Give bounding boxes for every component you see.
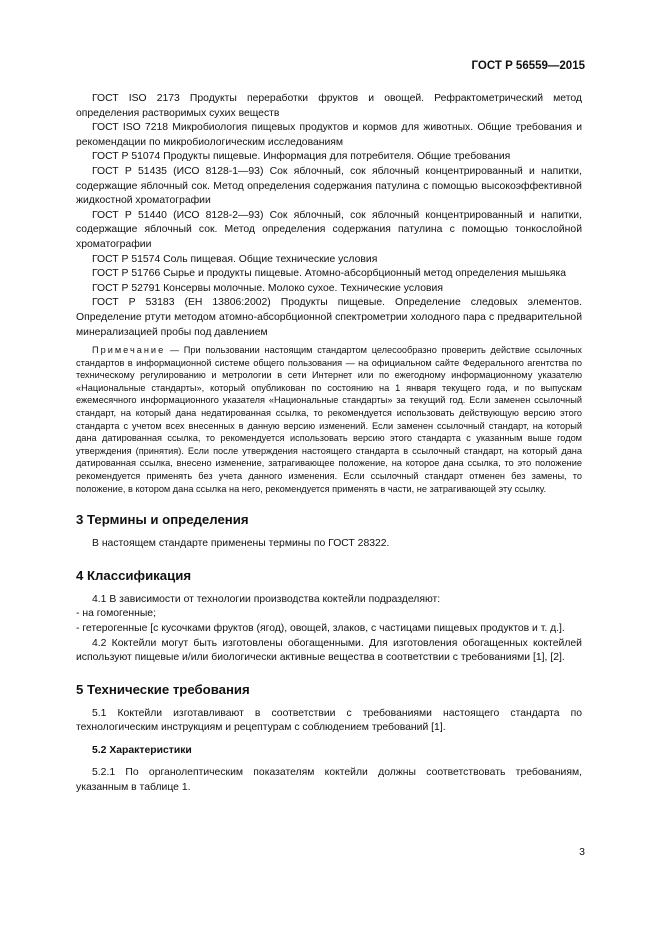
section-4-title: 4 Классификация [76,567,192,583]
ref-item: ГОСТ Р 53183 (ЕН 13806:2002) Продукты пищевые. Определение следовых элементов. Определение ртути методом атомно-абсорбционной спектрометрии холодного пара с предварительной минерализацией пробы под давлением [76,297,582,338]
ref-item: ГОСТ Р 51766 Сырье и продукты пищевые. Атомно-абсорбционный метод определения мышьяка [92,268,567,280]
list-item: - на гомогенные; [76,608,156,620]
page-number: 3 [579,846,585,858]
section-3-title: 3 Термины и определения [76,512,249,528]
subsection-title: 5.2 Характеристики [92,744,192,756]
section-4-paragraph: 4.2 Коктейли могут быть изготовлены обогащенными. Для изготовления обогащенных коктейлей используют пищевые и/или биологически активные вещества в соответствии с требованиями [1], [2]. [76,637,582,664]
ref-item: ГОСТ Р 51074 Продукты пищевые. Информация для потребителя. Общие требования [92,151,511,163]
ref-item: ГОСТ Р 51574 Соль пищевая. Общие технические условия [92,253,378,265]
note [76,344,582,495]
section-5-title: 5 Технические требования [76,681,250,697]
document-body [76,92,582,795]
section-5-paragraph: 5.1 Коктейли изготавливают в соответствии с требованиями настоящего стандарта по технологическим инструкциям и рецептурам с соблюдением требований [1]. [76,707,582,734]
ref-item: ГОСТ ISO 7218 Микробиология пищевых продуктов и кормов для животных. Общие требования и рекомендации по микробиологическим исследованиям [76,122,582,148]
section-5-paragraph: 5.2.1 По органолептическим показателям коктейли должны соответствовать требованиям, указанным в таблице 1. [76,766,582,793]
note-label: Примечание [92,345,166,356]
ref-item: ГОСТ Р 51440 (ИСО 8128-2—93) Сок яблочный, сок яблочный концентрированный и напитки, содержащие яблочный сок. Метод определения содержания патулина с помощью тонкослойной хроматографии [76,209,582,250]
note-text: — При пользовании настоящим стандартом целесообразно проверить действие ссылочных стандартов в информационной системе общего пользования — на официальном сайте Федерального агентства по техническому регулированию и метрологии в сети Интернет или по ежегодному информационному указателю «Национальные стандарты», который опубликован по состоянию на 1 января текущего года, и по выпускам ежемесячного информационного указателя «Национальные стандарты» за текущий год. Если заменен ссылочный стандарт, на который дана недатированная ссылка, то рекомендуется использовать действующую версию этого стандарта с учетом всех внесенных в данную версию изменений. Если заменен ссылочный стандарт, на который дана датированная ссылка, то рекомендуется использовать версию этого стандарта с указанным выше годом утверждения (принятия). Если после утверждения настоящего стандарта в ссылочный стандарт, на который дана датированная ссылка, внесено изменение, затрагивающее положение, на которое дана ссылка, то это положение рекомендуется применять без учета данного изменения. Если ссылочный стандарт отменен без замены, то положение, в котором дана ссылка на него, рекомендуется применять в части, не затрагивающей эту ссылку. [76,345,582,494]
ref-item: ГОСТ ISO 2173 Продукты переработки фруктов и овощей. Рефрактометрический метод определения растворимых сухих веществ [76,93,582,119]
document-id: ГОСТ Р 56559—2015 [471,60,585,72]
ref-item: ГОСТ Р 52791 Консервы молочные. Молоко сухое. Технические условия [92,282,443,294]
list-item: - гетерогенные [с кусочками фруктов (ягод), овощей, злаков, с частицами пищевых продуктов и т. д.]. [76,623,565,634]
ref-item: ГОСТ Р 51435 (ИСО 8128-1—93) Сок яблочный, сок яблочный концентрированный и напитки, содержащие яблочный сок. Метод определения содержания патулина с помощью высокоэффективной жидкостной хроматографии [76,165,582,207]
section-3-paragraph: В настоящем стандарте применены термины по ГОСТ 28322. [92,538,390,550]
section-4-paragraph: 4.1 В зависимости от технологии производства коктейли подразделяют: [92,593,441,605]
